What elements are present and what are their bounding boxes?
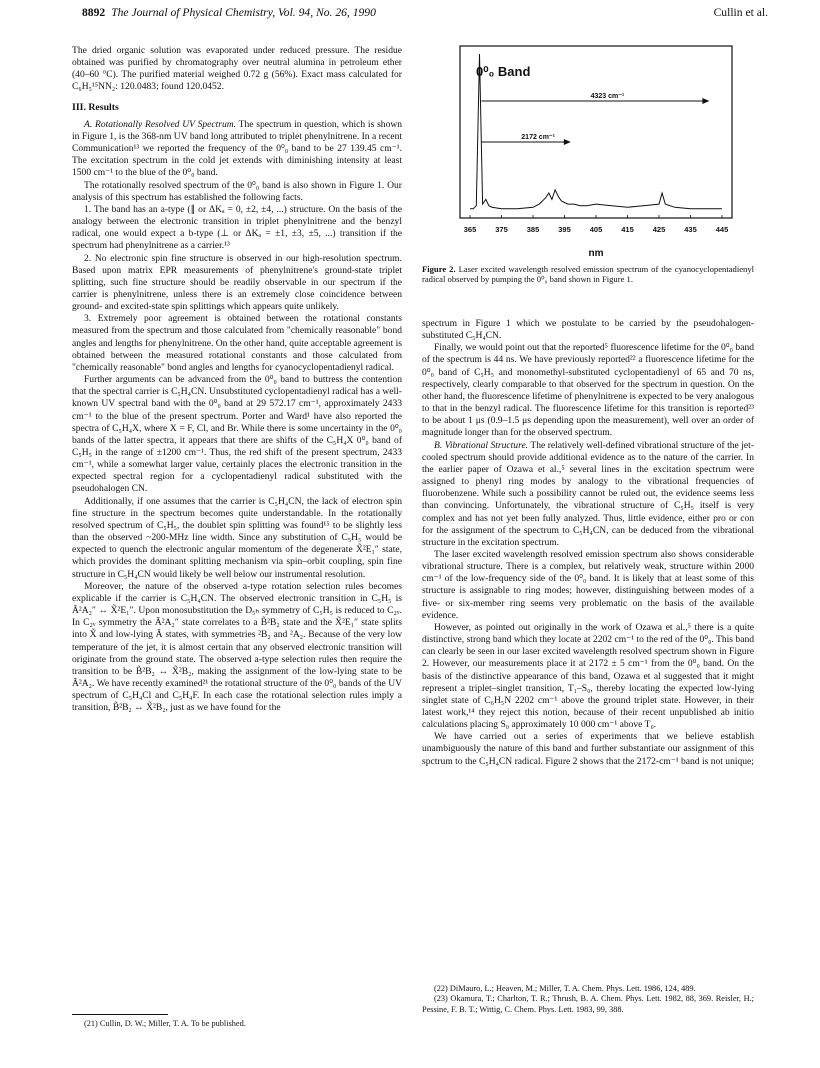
paragraph: Finally, we would point out that the reported⁵ fluorescence lifetime for the 0⁰₀ band of the spectrum is 44 ns. We have previously reported²² a fluorescence lifetime for the 0⁰₀ band of C₅H₅ and monomethyl-substituted cyclopentadienyl of 65 and 70 ns, respectively, clearly comparable to that observed for the spectrum in question. On the other hand, the fluorescence lifetime of phenylnitrene is expected to be very analogous to that in the benzyl radical. The fluorescence lifetime for this transition is reported²³ to be about 1 μs (0.9–1.5 μs depending upon the measurement), well over an order of magnitude longer than for the observed spectrum. bbox=[422, 342, 754, 439]
tick-label: 365 bbox=[463, 225, 477, 234]
paragraph: 1. The band has an a-type (∥ or ΔKₐ = 0, ±2, ±4, ...) structure. On the basis of the analogy between the electronic transition in triplet phenylnitrene and the benzyl radical, one would expect a b-type (⊥ or ΔKₐ = ±1, ±3, ±5, ...) transition if the spectrum had phenylnitrene as a carrier.¹³ bbox=[72, 203, 402, 252]
tick-label: 415 bbox=[621, 225, 634, 234]
x-axis-label: nm bbox=[588, 248, 604, 259]
section-heading: III. Results bbox=[72, 101, 119, 113]
subsection-heading: A. Rotationally Resolved UV Spectrum. bbox=[84, 118, 237, 130]
footnote: (22) DiMauro, L.; Heaven, M.; Miller, T. A. Chem. Phys. Lett. 1986, 124, 489. bbox=[434, 984, 696, 993]
arrow-4323-label: 4323 cm⁻¹ bbox=[590, 93, 625, 100]
footnote: (21) Cullin, D. W.; Miller, T. A. To be published. bbox=[84, 1019, 246, 1028]
paragraph: However, as pointed out originally in the work of Ozawa et al.,⁵ there is a quite distinctive, strong band which they locate at 2202 cm⁻¹ to the red of the 0⁰₀. This band can clearly be seen in our laser excited wavelength resolved spectrum shown in Figure 2. However, our measurements place it at 2172 ± 5 cm⁻¹ from the 0⁰₀ band. On the basis of the distinctive appearance of this band, Ozawa et al suggested that it might represent a triplet–singlet transition, T₁–S₀, thereby locating the expected low-lying singlet state of C₆H₅N 2202 cm⁻¹ above the ground triplet state. However, in their latest work,¹⁴ they reject this notion, because of their recent unpublished ab initio calculations placing S₀ approximately 10 000 cm⁻¹ above T₀. bbox=[422, 621, 754, 731]
paragraph-text: The relatively well-defined vibrational structure of the jet-cooled spectrum should provide additional evidence as to the nature of the carrier. In the earlier paper of Ozawa et al.,⁵ several lines in the excitation spectrum were assigned to phenyl ring modes by analogy to the vibrational frequencies of fluorobenzene. While such a possibility cannot be ruled out, the evidence seems less than convincing. Unfortunately, the vibrational structure of C₅H₅ itself is very complex and has not yet been fully analyzed. Thus, little evidence, either pro or con for the assignment of the spectrum to C₅H₄CN, can be deduced from the vibrational structure in the excitation spectrum. bbox=[422, 439, 755, 548]
tick-label: 435 bbox=[684, 225, 697, 234]
paragraph: 3. Extremely poor agreement is obtained between the rotational constants measured from the spectrum and those calculated from "chemically reasonable" bond angles and lengths for phenylnitrene. On the other hand, quite acceptable agreement is obtained between the measured rotational constants and those calculated from "chemically reasonable" bond angles and lengths for cyanocyclopentadienyl radical. bbox=[72, 313, 402, 373]
figure-2 bbox=[446, 44, 742, 260]
tick-label: 395 bbox=[558, 225, 571, 234]
journal-citation: The Journal of Physical Chemistry, Vol. 94, No. 26, 1990 bbox=[111, 6, 376, 19]
author-header: Cullin et al. bbox=[713, 6, 768, 19]
right-column bbox=[422, 318, 754, 768]
caption-text: Laser excited wavelength resolved emission spectrum of the cyanocyclopentadienyl radical observed by pumping the 0⁰₀ band shown in Figure 1. bbox=[422, 264, 755, 285]
header-left bbox=[82, 6, 376, 19]
arrow-2172-head bbox=[564, 139, 571, 145]
tick-label: 385 bbox=[526, 225, 540, 234]
band-label: 0⁰₀ Band bbox=[476, 64, 531, 79]
page-number: 8892 bbox=[82, 6, 106, 19]
paragraph: Moreover, the nature of the observed a-type rotation selection rules becomes explicable if the carrier is C₅H₄CN. The observed electronic transition in C₅H₅ is Ã²A₂″ ↔ X̃²E₁″. Upon monosubstitution the D₅ₕ symmetry of C₅H₅ is reduced to C₂ᵥ. In C₂ᵥ symmetry the Ã²A₂″ state correlates to a B̃²B₂ state and the X̃²E₁″ state splits into X̃ and low-lying Ã states, with symmetries ²B₂ and ²A₂. Because of the very low temperature of the jet, it is almost certain that any observed electronic transition will originate from the ground state. The observed a-type selection rules then require the transition to be B̃²B₂ ↔ X̃²B₂, making the assignment of the low-lying state to be Ã²A₂. We have recently examined²¹ the rotational structure of the 0⁰₀ bands of the UV spectrum of C₅H₄Cl and C₅H₄F. In each case the rotational selection rules imply a transition, B̃²B₂ ↔ X̃²B₂, just as we have found for the bbox=[72, 580, 402, 714]
paragraph bbox=[72, 119, 402, 180]
subsection-heading: B. Vibrational Structure. bbox=[434, 439, 529, 451]
paragraph: spectrum in Figure 1 which we postulate to be carried by the pseudohalogen-substituted C₅H₄CN. bbox=[422, 318, 754, 342]
paragraph: We have carried out a series of experiments that we believe establish unambiguously the nature of this band and further substantiate our assignment of this spctrum to the C₅H₄CN radical. Figure 2 shows that the 2172-cm⁻¹ band is not unique; bbox=[422, 731, 754, 767]
arrows bbox=[481, 93, 709, 145]
left-footnotes bbox=[72, 1008, 402, 1029]
paragraph bbox=[422, 440, 754, 549]
emission-spectrum-plot bbox=[446, 44, 742, 260]
caption-label: Figure 2. bbox=[422, 264, 456, 274]
arrow-4323-head bbox=[702, 98, 709, 104]
paragraph: 2. No electronic spin fine structure is observed in our high-resolution spectrum. Based upon matrix EPR measurements of phenylnitrene's ground-state triplet splitting, such fine structure should be readily observable in our spectrum if the carrier is phenylnitrene, unless there is an extremely close coincidence between ground- and excited-state spin splittings which appears quite unlikely. bbox=[72, 252, 402, 313]
tick-label: 445 bbox=[715, 225, 729, 234]
tick-label: 405 bbox=[589, 225, 603, 234]
running-header bbox=[82, 6, 768, 26]
arrow-2172-label: 2172 cm⁻¹ bbox=[521, 134, 555, 141]
tick-label: 425 bbox=[652, 225, 666, 234]
footnote: (23) Okamura, T.; Charlton, T. R.; Thrush, B. A. Chem. Phys. Lett. 1982, 88, 369. Reisler, H.; Pessine, F. B. T.; Wittig, C. Chem. Phys. Lett. 1983, 99, 388. bbox=[422, 994, 754, 1014]
paragraph: The rotationally resolved spectrum of the 0⁰₀ band is also shown in Figure 1. Our analysis of this spectrum has established the following facts. bbox=[72, 179, 402, 203]
paragraph: Additionally, if one assumes that the carrier is C₅H₄CN, the lack of electron spin fine structure in the spectrum becomes quite understandable. In the rotationally resolved spectrum of C₅H₅, the doublet spin splitting was found¹⁵ to be slightly less than the observed ~200-MHz line width. Since any substitution of C₅H₅ would be expected to quench the electronic angular momentum of the degenerate X̃²E₁″ state, which provides the dominant splitting mechanism via spin–orbit coupling, spin fine structure in C₅H₄CN would likely be well below our instrumental resolution. bbox=[72, 495, 402, 580]
tick-label: 375 bbox=[495, 225, 508, 234]
paragraph: The laser excited wavelength resolved emission spectrum also shows considerable vibrational structure. There is a complex, but relatively weak, structure within 2000 cm⁻¹ of the low-frequency side of the 0⁰₀ band. It is likely that at least some of this structure is assignable to ring modes; however, distinguishing between modes of a five- or six-member ring seems very problematic on the basis of the available evidence. bbox=[422, 548, 754, 621]
figure-caption bbox=[422, 264, 754, 285]
paragraph: The dried organic solution was evaporated under reduced pressure. The residue obtained was purified by chromatography over neutral alumina in petroleum ether (40–60 °C). The purified material weighed 0.72 g (56%). Exact mass calculated for C₆H₅¹⁵NN₂: 120.0483; found 120.0452. bbox=[72, 45, 402, 93]
right-footnotes bbox=[422, 984, 754, 1015]
paragraph: Further arguments can be advanced from the 0⁰₀ band to buttress the contention that the spectral carrier is C₅H₄CN. Unsubstituted cyclopentadienyl radical has a well-known UV spectral band with the 0⁰₀ band at 29 572.17 cm⁻¹, approximately 2433 cm⁻¹ to the blue of the present spectrum. Porter and Ward¹ have also reported the spectra of C₅H₄X, where X = F, Cl, and Br. While there is some uncertainty in the 0⁰₀ bands of the latter spectra, it appears that there are shifts of the C₅H₄X 0⁰₀ band of C₅H₅ in the range of ±1200 cm⁻¹. Thus, the red shift of the present spectrum, 2433 cm⁻¹, while a somewhat larger value, certainly places the electronic transition in the expected spectral region for a cyclopentadienyl radical substituted with the pseudohalogen CN. bbox=[72, 374, 402, 495]
paragraph-text: The spectrum in question, which is shown in Figure 1, is the 368-nm UV band long attributed to triplet phenylnitrene. In a recent Communication¹³ we reported the frequency of the 0⁰₀ band to be 27 139.45 cm⁻¹. The excitation spectrum in the cold jet extends with diminishing intensity at least 1500 cm⁻¹ to the blue of the 0⁰₀ band. bbox=[72, 118, 403, 179]
footnote-rule bbox=[72, 1014, 168, 1015]
left-column bbox=[72, 45, 402, 714]
